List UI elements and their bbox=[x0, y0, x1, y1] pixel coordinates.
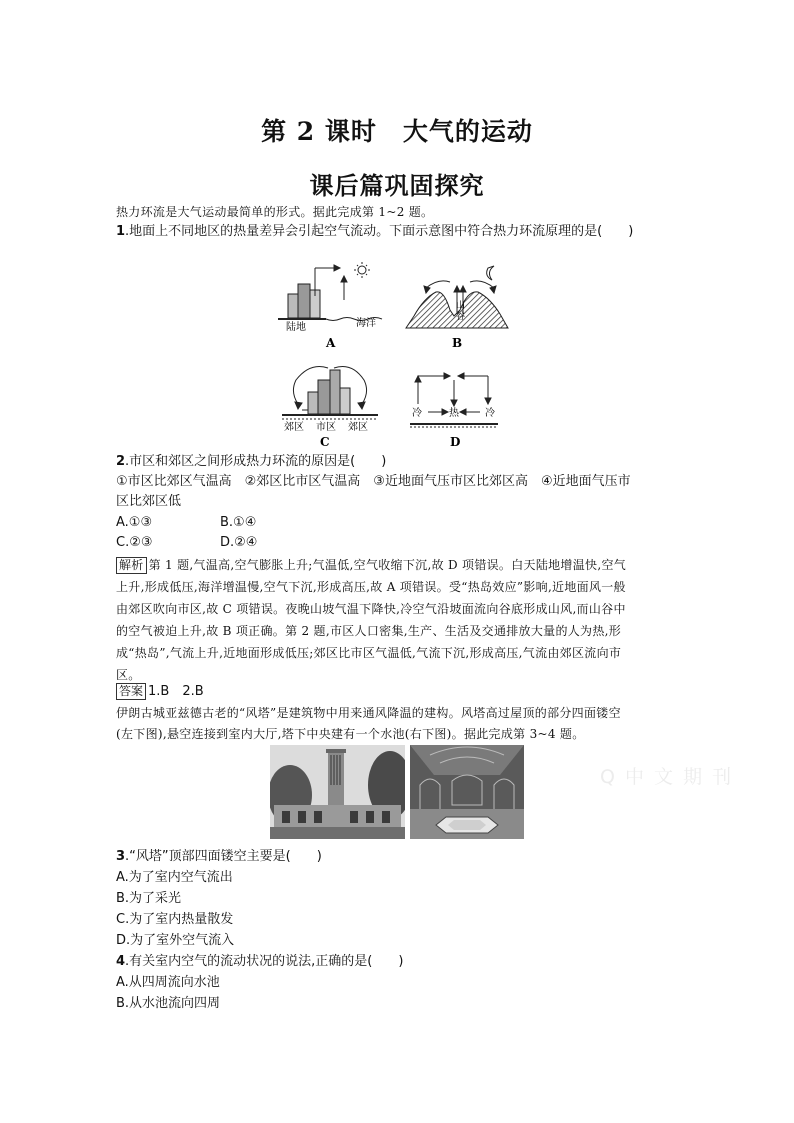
analysis-line-5: 成“热岛”,气流上升,近地面形成低压;郊区比市区气温低,气流下沉,形成高压,气流由郊区流向市 bbox=[116, 646, 622, 660]
q2-option-d: D.②④ bbox=[220, 535, 258, 550]
intro-text-2-line2: (左下图),悬空连接到室内大厅,塔下中央建有一个水池(右下图)。据此完成第 3~4 题。 bbox=[116, 727, 585, 741]
figure-a-land-label: 陆地 bbox=[286, 322, 306, 333]
figure-b-mountain-label: 山 bbox=[456, 301, 466, 311]
q3-option-b: B.为了采光 bbox=[116, 891, 182, 906]
figure-d-cold-left: 冷 bbox=[412, 408, 422, 419]
analysis-text: 第 1 题,气温高,空气膨胀上升;气温低,空气收缩下沉,故 D 项错误。白天陆地增温快,空气 bbox=[148, 558, 627, 572]
q2-option-b: B.①④ bbox=[220, 515, 257, 530]
q2-options-row1 bbox=[116, 513, 686, 533]
q2-statements-line1: ①市区比郊区气温高 ②郊区比市区气温高 ③近地面气压市区比郊区高 ④近地面气压市 bbox=[116, 474, 631, 489]
figure-a-land-sea bbox=[278, 262, 388, 352]
question-number: 4 bbox=[116, 954, 126, 969]
question-text: .“风塔”顶部四面镂空主要是( ) bbox=[125, 849, 322, 864]
question-text: .有关室内空气的流动状况的说法,正确的是( ) bbox=[125, 954, 404, 969]
question-text: .市区和郊区之间形成热力环流的原因是( ) bbox=[125, 454, 387, 469]
figure-b-mountain-valley bbox=[402, 262, 514, 352]
q3-option-d: D.为了室外空气流入 bbox=[116, 933, 235, 948]
figure-d-letter: D bbox=[450, 435, 461, 449]
analysis-line-6: 区。 bbox=[116, 668, 141, 682]
q4-option-b: B.从水池流向四周 bbox=[116, 996, 221, 1011]
question-number: 1 bbox=[116, 224, 126, 239]
figure-d-hot: 热 bbox=[449, 408, 459, 419]
q4-option-a: A.从四周流向水池 bbox=[116, 975, 220, 990]
question-2 bbox=[116, 452, 686, 472]
question-number: 2 bbox=[116, 454, 126, 469]
interior-pool-photo bbox=[410, 745, 524, 839]
figure-c-city-suburb bbox=[280, 358, 380, 450]
question-3 bbox=[116, 847, 686, 867]
figure-a-sea-label: 海洋 bbox=[356, 318, 376, 329]
q2-option-c: C.②③ bbox=[116, 535, 153, 550]
answer-tag: 答案 bbox=[116, 683, 146, 700]
figure-c-letter: C bbox=[320, 435, 330, 449]
figure-c-city: 市区 bbox=[316, 422, 336, 433]
q3-option-a: A.为了室内空气流出 bbox=[116, 870, 233, 885]
figure-b-letter: B bbox=[452, 336, 463, 350]
figure-d-cold-right: 冷 bbox=[485, 408, 495, 419]
lesson-title: 第 2 课时 大气的运动 bbox=[261, 117, 533, 146]
analysis-line-2: 上升,形成低压,海洋增温慢,空气下沉,形成高压,故 A 项错误。受“热岛效应”影响,近地面风一般 bbox=[116, 580, 626, 594]
q2-options-row2 bbox=[116, 533, 686, 553]
figure-d-hot-cold bbox=[408, 370, 500, 450]
figure-a-letter: A bbox=[326, 336, 336, 350]
question-text: .地面上不同地区的热量差异会引起空气流动。下面示意图中符合热力环流原理的是( ) bbox=[125, 224, 634, 239]
answer-line bbox=[116, 682, 686, 702]
analysis-line-1 bbox=[116, 555, 686, 575]
question-4 bbox=[116, 952, 686, 972]
analysis-tag: 解析 bbox=[116, 557, 147, 574]
q2-statements-line2: 区比郊区低 bbox=[116, 494, 182, 509]
intro-text-1: 热力环流是大气运动最简单的形式。据此完成第 1~2 题。 bbox=[116, 205, 434, 219]
watermark: Q 中 文 期 刊 bbox=[600, 766, 734, 788]
figure-b-valley-label: 谷 bbox=[456, 312, 466, 322]
wind-tower-photo bbox=[270, 745, 405, 839]
question-1 bbox=[116, 222, 686, 242]
section-title: 课后篇巩固探究 bbox=[309, 171, 485, 200]
question-number: 3 bbox=[116, 849, 126, 864]
q2-option-a: A.①③ bbox=[116, 515, 153, 530]
intro-text-2-line1: 伊朗古城亚兹德古老的“风塔”是建筑物中用来通风降温的建构。风塔高过屋顶的部分四面镂空 bbox=[116, 706, 621, 720]
figure-c-suburb-right: 郊区 bbox=[348, 422, 368, 433]
analysis-line-4: 的空气被迫上升,故 B 项正确。第 2 题,市区人口密集,生产、生活及交通排放大量的人为热,形 bbox=[116, 624, 622, 638]
analysis-line-3: 由郊区吹向市区,故 C 项错误。夜晚山坡气温下降快,冷空气沿坡面流向谷底形成山风,而山谷中 bbox=[116, 602, 626, 616]
figure-c-suburb-left: 郊区 bbox=[284, 422, 304, 433]
answer-text: 1.B 2.B bbox=[148, 684, 204, 699]
q3-option-c: C.为了室内热量散发 bbox=[116, 912, 234, 927]
